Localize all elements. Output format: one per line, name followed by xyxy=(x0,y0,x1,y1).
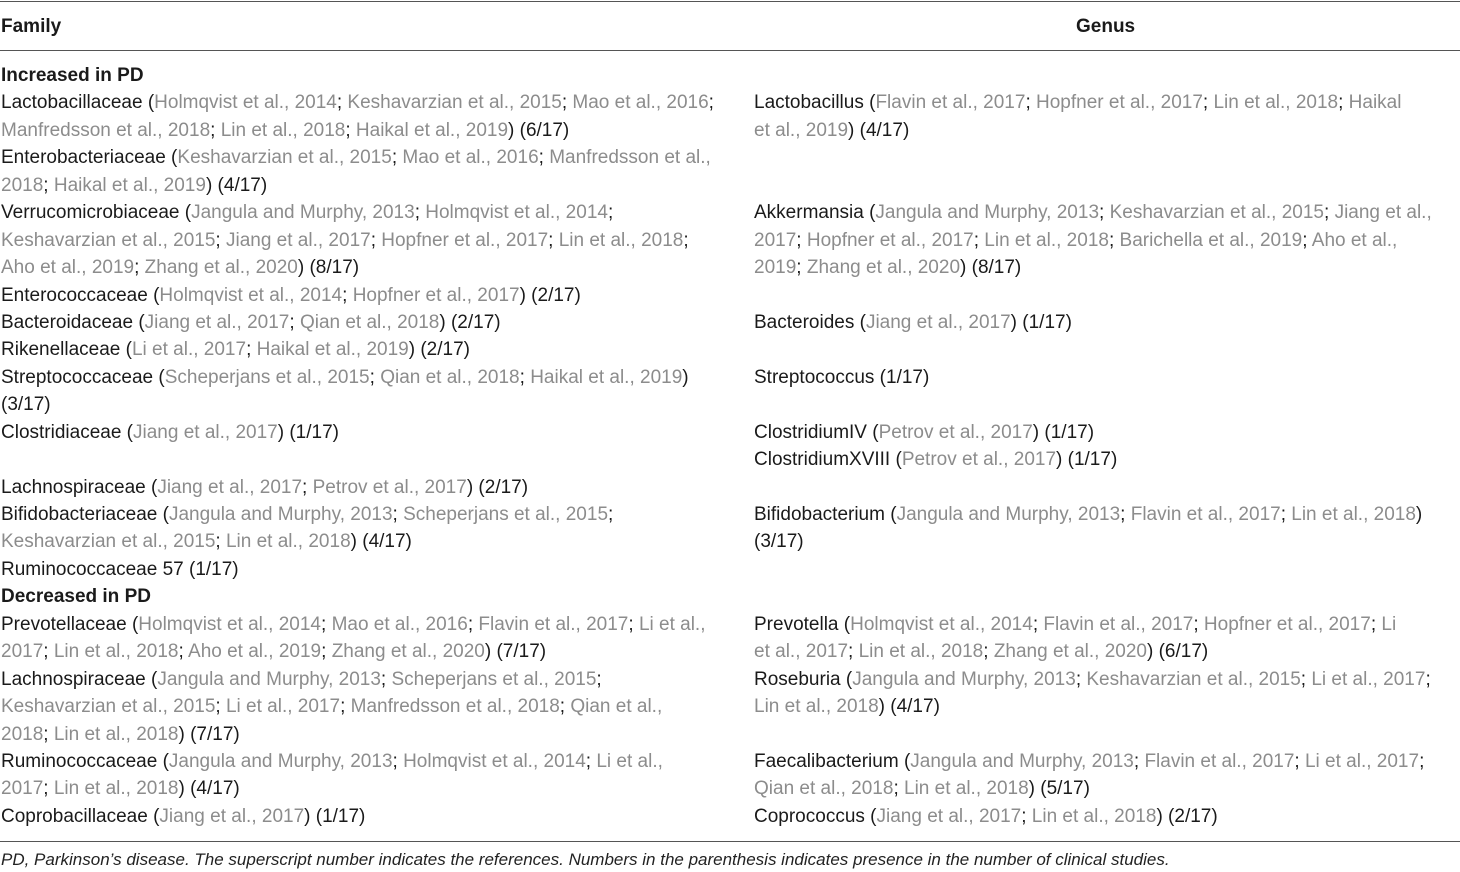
family-cell xyxy=(1,364,689,391)
cell-text: ) (8/17) xyxy=(960,257,1022,279)
table-line xyxy=(0,227,1460,254)
genus-cell xyxy=(754,666,1431,693)
reference-link[interactable]: Lin et al., 2018 xyxy=(1291,504,1416,525)
reference-link[interactable]: Aho et al., 2019 xyxy=(188,641,322,663)
reference-link[interactable]: Scheperjans et al., 2015 xyxy=(391,668,597,690)
cell-text: ; xyxy=(519,366,531,388)
reference-link[interactable]: Manfredsson et al., xyxy=(549,147,711,169)
table-line xyxy=(0,583,1460,610)
cell-text: ) (4/17) xyxy=(878,696,940,718)
reference-link[interactable]: Jangula and Murphy, 2013 xyxy=(191,202,415,224)
reference-link[interactable]: Zhang et al., 2020 xyxy=(144,257,298,279)
cell-text: ; xyxy=(1302,229,1312,251)
cell-text: ; xyxy=(369,366,381,388)
table-line xyxy=(0,199,1460,226)
reference-link[interactable]: Lin et al., 2018 xyxy=(53,641,179,663)
cell-text: ; xyxy=(1032,613,1044,635)
reference-link[interactable]: Mao et al., 2016 xyxy=(402,147,539,169)
cell-text: ) (4/17) xyxy=(205,174,268,196)
table-line xyxy=(0,446,1460,473)
cell-text: Enterococcaceae ( xyxy=(1,284,160,306)
reference-link[interactable]: Lin et al., 2018 xyxy=(904,778,1029,800)
cell-text: Coprobacillaceae ( xyxy=(1,805,160,827)
cell-text: ; xyxy=(342,284,353,306)
reference-link[interactable]: et al., 2019 xyxy=(754,119,849,141)
reference-link[interactable]: Keshavarzian et al., 2015 xyxy=(1,696,216,718)
genus-cell xyxy=(754,528,804,555)
family-cell xyxy=(1,117,569,144)
reference-link[interactable]: Jiang et al., 2017 xyxy=(876,805,1022,827)
cell-text: ; xyxy=(340,696,351,718)
table-line xyxy=(0,144,1460,171)
reference-link[interactable]: Mao et al., 2016 xyxy=(331,613,468,635)
table-line xyxy=(0,254,1460,281)
reference-link[interactable]: Jiang et al., 2017 xyxy=(144,311,290,333)
reference-link[interactable]: Flavin et al., 2017 xyxy=(1043,613,1194,635)
column-header-family: Family xyxy=(1,16,62,37)
reference-link[interactable]: 2017 xyxy=(754,229,797,251)
family-cell xyxy=(1,309,501,336)
family-cell xyxy=(1,611,705,638)
reference-link[interactable]: Holmqvist et al., 2014 xyxy=(159,284,343,306)
reference-link[interactable]: Keshavarzian et al., 2015 xyxy=(1,229,216,251)
reference-link[interactable]: Aho et al., xyxy=(1311,229,1398,251)
cell-text: ) (4/17) xyxy=(848,119,910,141)
reference-link[interactable]: 2019 xyxy=(754,257,797,279)
table-body xyxy=(0,62,1460,830)
reference-link[interactable]: Keshavarzian et al., 2015 xyxy=(1109,202,1324,224)
cell-text: ; xyxy=(210,119,221,141)
cell-text: ; xyxy=(1025,92,1036,114)
cell-text: ; xyxy=(1324,202,1335,224)
reference-link[interactable]: Lin et al., 2018 xyxy=(225,531,351,553)
cell-text: ; xyxy=(1280,504,1292,525)
reference-link[interactable]: Keshavarzian et al., 2015 xyxy=(1086,668,1301,690)
reference-link[interactable]: Keshavarzian et al., 2015 xyxy=(347,92,562,114)
reference-link[interactable]: 2018 xyxy=(1,174,44,196)
genus-cell xyxy=(754,117,909,144)
cell-text: ) xyxy=(682,366,689,388)
table-line xyxy=(0,62,1460,89)
family-cell xyxy=(1,391,51,418)
cell-text: ; xyxy=(973,229,985,251)
reference-link[interactable]: Haikal et al., 2019 xyxy=(530,366,683,388)
section-heading-decreased: Decreased in PD xyxy=(1,586,151,608)
cell-text: ; xyxy=(370,229,382,251)
section-heading-increased: Increased in PD xyxy=(1,65,144,86)
reference-link[interactable]: Li et al., 2017 xyxy=(225,696,341,718)
family-cell xyxy=(1,556,239,583)
cell-text: ; xyxy=(380,668,392,690)
reference-link[interactable]: Lin et al., 2018 xyxy=(53,778,179,800)
table-line xyxy=(0,419,1460,446)
table-line xyxy=(0,528,1460,555)
cell-text: ; xyxy=(43,778,54,800)
cell-text: ; xyxy=(628,613,639,635)
reference-link[interactable]: Qian et al., 2018 xyxy=(754,778,894,800)
cell-text: ; xyxy=(796,257,807,279)
reference-link[interactable]: Lin et al., 2018 xyxy=(220,119,346,141)
reference-link[interactable]: Jiang et al., xyxy=(1334,202,1432,224)
cell-text: ; xyxy=(708,92,714,114)
reference-link[interactable]: Li et al., 2017 xyxy=(1311,668,1426,690)
reference-link[interactable]: Holmqvist et al., 2014 xyxy=(138,613,321,635)
family-cell xyxy=(1,474,528,501)
family-cell xyxy=(1,419,339,446)
cell-text: ; xyxy=(1294,750,1305,772)
table-line xyxy=(0,172,1460,199)
reference-link[interactable]: Lin et al., 2018 xyxy=(858,641,984,663)
genus-cell xyxy=(754,638,1208,665)
cell-text: Bacteroides ( xyxy=(754,311,866,333)
reference-link[interactable]: Jangula and Murphy, 2013 xyxy=(896,504,1121,525)
cell-text: ; xyxy=(607,202,614,224)
reference-link[interactable]: Holmqvist et al., 2014 xyxy=(403,750,586,772)
reference-link[interactable]: Lin et al., 2018 xyxy=(1031,805,1157,827)
genus-cell xyxy=(754,446,1117,473)
reference-link[interactable]: Jangula and Murphy, 2013 xyxy=(168,750,393,772)
reference-link[interactable]: Lin et al., 2018 xyxy=(53,723,179,745)
reference-link[interactable]: Hopfner et al., 2017 xyxy=(806,229,974,251)
genus-cell xyxy=(754,803,1218,830)
cell-text: ; xyxy=(559,696,571,718)
cell-text: ) (1/17) xyxy=(1056,449,1118,471)
reference-link[interactable]: Keshavarzian et al., 2015 xyxy=(1,531,216,553)
genus-cell xyxy=(754,227,1397,254)
reference-link[interactable]: Qian et al., 2018 xyxy=(380,366,520,388)
cell-text: Enterobacteriaceae ( xyxy=(1,147,178,169)
family-cell xyxy=(1,227,689,254)
reference-link[interactable]: Li et al., 2017 xyxy=(131,339,247,361)
cell-text: ) (7/17) xyxy=(178,723,240,745)
reference-link[interactable]: Li et al., xyxy=(596,750,663,772)
cell-text: ; xyxy=(43,723,54,745)
genus-cell xyxy=(754,501,1422,528)
genus-cell xyxy=(754,89,1401,116)
reference-link[interactable]: Jangula and Murphy, 2013 xyxy=(168,504,393,525)
reference-link[interactable]: Holmqvist et al., 2014 xyxy=(850,613,1033,635)
cell-text: Verrucomicrobiaceae ( xyxy=(1,202,192,224)
reference-link[interactable]: Mao et al., 2016 xyxy=(572,92,709,114)
cell-text: ClostridiumXVIII ( xyxy=(754,449,902,471)
cell-text: ) (4/17) xyxy=(350,531,412,553)
table-line xyxy=(0,803,1460,830)
table-line xyxy=(0,721,1460,748)
family-cell xyxy=(1,803,365,830)
cell-text: ; xyxy=(983,641,994,663)
family-cell xyxy=(1,748,663,775)
cell-text: Prevotellaceae ( xyxy=(1,613,139,635)
cell-text: ; xyxy=(467,613,479,635)
table-footnote: PD, Parkinson’s disease. The superscript number indicates the references. Numbers in the parenthesis indicates presence in the number of clinical studies. xyxy=(1,850,1170,869)
reference-link[interactable]: Barichella et al., 2019 xyxy=(1119,229,1303,251)
table-line xyxy=(0,89,1460,116)
family-cell xyxy=(1,638,546,665)
reference-link[interactable]: Jiang et al., 2017 xyxy=(157,476,303,498)
genus-cell xyxy=(754,775,1090,802)
reference-link[interactable]: Holmqvist et al., 2014 xyxy=(154,92,337,114)
cell-text: Ruminococcaceae ( xyxy=(1,750,169,772)
table-line xyxy=(0,638,1460,665)
reference-link[interactable]: Hopfner et al., 2017 xyxy=(1036,92,1203,114)
cell-text: (3/17) xyxy=(1,394,51,416)
cell-text: ; xyxy=(215,531,226,553)
reference-link[interactable]: Zhang et al., 2020 xyxy=(331,641,485,663)
cell-text: ; xyxy=(596,668,602,690)
cell-text: ; xyxy=(1133,750,1145,772)
cell-text: ; xyxy=(215,229,226,251)
cell-text: ) (8/17) xyxy=(297,257,360,279)
table-line xyxy=(0,117,1460,144)
genus-cell xyxy=(754,199,1432,226)
family-cell xyxy=(1,254,359,281)
reference-link[interactable]: et al., 2017 xyxy=(754,641,849,663)
reference-link[interactable]: Lin et al., 2018 xyxy=(754,696,879,718)
reference-link[interactable]: Haikal et al., 2019 xyxy=(256,339,409,361)
cell-text: ; xyxy=(246,339,257,361)
reference-link[interactable]: Keshavarzian et al., 2015 xyxy=(177,147,392,169)
cell-text: ; xyxy=(1300,668,1312,690)
cell-text: Prevotella ( xyxy=(754,613,851,635)
genus-cell xyxy=(754,364,929,391)
cell-text: Ruminococcaceae 57 (1/17) xyxy=(1,558,239,580)
reference-link[interactable]: Haikal et al., 2019 xyxy=(53,174,206,196)
family-cell xyxy=(1,721,240,748)
cell-text: ; xyxy=(683,229,689,251)
cell-text: ) (7/17) xyxy=(484,641,547,663)
cell-text: ; xyxy=(336,92,348,114)
cell-text: ) (6/17) xyxy=(508,119,570,141)
family-cell xyxy=(1,89,714,116)
table-line xyxy=(0,391,1460,418)
reference-link[interactable]: Haikal xyxy=(1348,92,1402,114)
family-cell xyxy=(1,775,240,802)
header-rule xyxy=(0,50,1460,51)
cell-text: ) (2/17) xyxy=(466,476,529,498)
cell-text: ; xyxy=(1425,668,1431,690)
cell-text: ; xyxy=(848,641,859,663)
cell-text: Bacteroidaceae ( xyxy=(1,311,145,333)
reference-link[interactable]: 2017 xyxy=(1,641,44,663)
cell-text: Akkermansia ( xyxy=(754,202,876,224)
cell-text: ; xyxy=(215,696,226,718)
cell-text: ; xyxy=(1419,750,1425,772)
genus-cell xyxy=(754,309,1072,336)
cell-text: Streptococcaceae ( xyxy=(1,366,165,388)
table-line xyxy=(0,474,1460,501)
cell-text: (3/17) xyxy=(754,531,804,553)
cell-text: ) (1/17) xyxy=(304,805,366,827)
reference-link[interactable]: Manfredsson et al., 2018 xyxy=(350,696,560,718)
cell-text: ) (2/17) xyxy=(519,284,581,306)
cell-text: ; xyxy=(893,778,904,800)
reference-link[interactable]: Flavin et al., 2017 xyxy=(1144,750,1295,772)
reference-link[interactable]: Zhang et al., 2020 xyxy=(993,641,1147,663)
reference-link[interactable]: Haikal et al., 2019 xyxy=(355,119,509,141)
cell-text: ; xyxy=(1338,92,1349,114)
reference-link[interactable]: Petrov et al., 2017 xyxy=(878,421,1033,443)
cell-text: ; xyxy=(302,476,313,498)
reference-link[interactable]: Qian et al., xyxy=(570,696,663,718)
cell-text: ; xyxy=(1120,504,1131,525)
reference-link[interactable]: Jangula and Murphy, 2013 xyxy=(157,668,381,690)
cell-text: ; xyxy=(1193,613,1204,635)
cell-text: ; xyxy=(1021,805,1032,827)
family-cell xyxy=(1,336,470,363)
cell-text: ) (1/17) xyxy=(277,421,339,443)
cell-text: ) (4/17) xyxy=(178,778,240,800)
cell-text: ; xyxy=(392,504,404,525)
cell-text: ) (1/17) xyxy=(1010,311,1072,333)
cell-text: ) (6/17) xyxy=(1146,641,1209,663)
cell-text: Lactobacillaceae ( xyxy=(1,92,155,114)
table-line xyxy=(0,693,1460,720)
genus-cell xyxy=(754,693,940,720)
reference-link[interactable]: Qian et al., 2018 xyxy=(299,311,440,333)
cell-text: Lachnospiraceae ( xyxy=(1,476,158,498)
reference-link[interactable]: Li xyxy=(1381,613,1397,635)
reference-link[interactable]: Hopfner et al., 2017 xyxy=(1203,613,1371,635)
genus-cell xyxy=(754,254,1021,281)
family-cell xyxy=(1,693,662,720)
cell-text: ; xyxy=(585,750,597,772)
reference-link[interactable]: Lin et al., 2018 xyxy=(558,229,684,251)
reference-link[interactable]: Lin et al., 2018 xyxy=(984,229,1109,251)
cell-text: ; xyxy=(391,147,403,169)
family-cell xyxy=(1,666,602,693)
cell-text: ) xyxy=(1415,504,1423,525)
cell-text: Streptococcus (1/17) xyxy=(754,366,930,388)
cell-text: ; xyxy=(1075,668,1087,690)
table-line xyxy=(0,775,1460,802)
reference-link[interactable]: Lin et al., 2018 xyxy=(1213,92,1339,114)
table-line xyxy=(0,556,1460,583)
cell-text: ) (2/17) xyxy=(408,339,470,361)
cell-text: ; xyxy=(548,229,559,251)
cell-text: ) (2/17) xyxy=(439,311,501,333)
cell-text: Lactobacillus ( xyxy=(754,92,876,114)
bottom-rule xyxy=(0,841,1460,842)
reference-link[interactable]: Zhang et al., 2020 xyxy=(806,257,961,279)
reference-link[interactable]: Jangula and Murphy, 2013 xyxy=(852,668,1076,690)
family-cell xyxy=(1,282,581,309)
cell-text: ; xyxy=(321,613,332,635)
cell-text: ; xyxy=(178,641,189,663)
cell-text: ; xyxy=(538,147,550,169)
cell-text: Bifidobacterium ( xyxy=(754,504,897,525)
cell-text: ) (5/17) xyxy=(1028,778,1090,800)
cell-text: ; xyxy=(414,202,426,224)
cell-text: ) (1/17) xyxy=(1032,421,1095,443)
family-cell xyxy=(1,199,613,226)
cell-text: ; xyxy=(1099,202,1110,224)
cell-text: ; xyxy=(796,229,807,251)
cell-text: ; xyxy=(43,174,54,196)
table-line xyxy=(0,611,1460,638)
reference-link[interactable]: 2017 xyxy=(1,778,44,800)
reference-link[interactable]: Li et al., 2017 xyxy=(1304,750,1420,772)
genus-cell xyxy=(754,611,1396,638)
table-line xyxy=(0,282,1460,309)
reference-link[interactable]: Jangula and Murphy, 2013 xyxy=(875,202,1100,224)
cell-text: ; xyxy=(134,257,145,279)
cell-text: ; xyxy=(608,504,614,525)
cell-text: Faecalibacterium ( xyxy=(754,750,911,772)
reference-link[interactable]: Aho et al., 2019 xyxy=(1,257,135,279)
family-cell xyxy=(1,528,412,555)
reference-link[interactable]: Hopfner et al., 2017 xyxy=(381,229,549,251)
cell-text: ; xyxy=(43,641,54,663)
cell-text: ; xyxy=(321,641,332,663)
cell-text: Bifidobacteriaceae ( xyxy=(1,504,169,525)
reference-link[interactable]: Scheperjans et al., 2015 xyxy=(403,504,609,525)
reference-link[interactable]: Jiang et al., 2017 xyxy=(159,805,305,827)
cell-text: ; xyxy=(345,119,356,141)
reference-link[interactable]: Flavin et al., 2017 xyxy=(478,613,629,635)
cell-text: ; xyxy=(1370,613,1382,635)
reference-link[interactable]: Jiang et al., 2017 xyxy=(225,229,371,251)
reference-link[interactable]: 2018 xyxy=(1,723,44,745)
cell-text: Lachnospiraceae ( xyxy=(1,668,158,690)
cell-text: Clostridiaceae ( xyxy=(1,421,133,443)
table-line xyxy=(0,336,1460,363)
top-rule xyxy=(0,1,1460,2)
reference-link[interactable]: Petrov et al., 2017 xyxy=(312,476,467,498)
cell-text: ; xyxy=(1202,92,1214,114)
cell-text: Rikenellaceae ( xyxy=(1,339,132,361)
table-line xyxy=(0,309,1460,336)
cell-text: Coprococcus ( xyxy=(754,805,877,827)
reference-link[interactable]: Li et al., xyxy=(638,613,706,635)
genus-cell xyxy=(754,419,1094,446)
table-line xyxy=(0,666,1460,693)
table-line xyxy=(0,364,1460,391)
cell-text: ) (2/17) xyxy=(1156,805,1218,827)
cell-text: ; xyxy=(392,750,404,772)
column-header-genus: Genus xyxy=(1076,16,1136,37)
reference-link[interactable]: Hopfner et al., 2017 xyxy=(352,284,520,306)
reference-link[interactable]: Jiang et al., 2017 xyxy=(865,311,1011,333)
reference-link[interactable]: Manfredsson et al., 2018 xyxy=(1,119,211,141)
table-line xyxy=(0,501,1460,528)
family-cell xyxy=(1,144,711,171)
genus-cell xyxy=(754,748,1424,775)
cell-text: ClostridiumIV ( xyxy=(754,421,879,443)
cell-text: ; xyxy=(561,92,573,114)
cell-text: ; xyxy=(289,311,300,333)
family-cell xyxy=(1,501,613,528)
reference-link[interactable]: Jiang et al., 2017 xyxy=(133,421,278,443)
reference-link[interactable]: Jangula and Murphy, 2013 xyxy=(910,750,1134,772)
reference-link[interactable]: Flavin et al., 2017 xyxy=(875,92,1026,114)
table-line xyxy=(0,748,1460,775)
family-cell xyxy=(1,172,267,199)
reference-link[interactable]: Holmqvist et al., 2014 xyxy=(425,202,608,224)
reference-link[interactable]: Petrov et al., 2017 xyxy=(901,449,1057,471)
cell-text: ; xyxy=(1108,229,1120,251)
reference-link[interactable]: Scheperjans et al., 2015 xyxy=(164,366,370,388)
cell-text: Roseburia ( xyxy=(754,668,853,690)
reference-link[interactable]: Flavin et al., 2017 xyxy=(1130,504,1281,525)
